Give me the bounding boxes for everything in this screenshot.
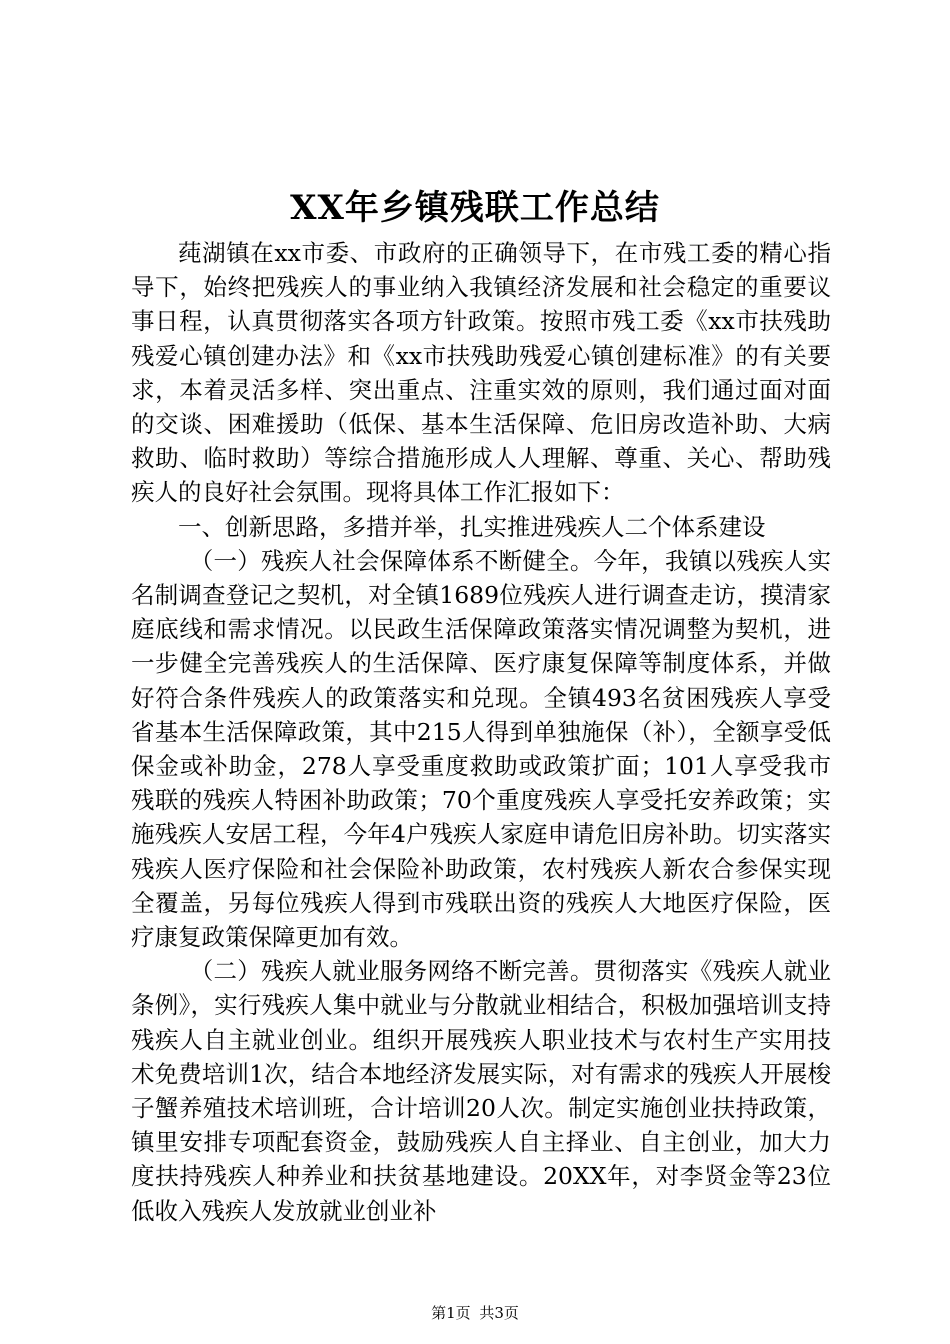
page-footer (0, 1303, 950, 1323)
section-heading-1: 一、创新思路，多措并举，扎实推进残疾人二个体系建设 (178, 512, 766, 541)
subsection-paragraph-1: （一）残疾人社会保障体系不断健全。今年，我镇以残疾人实名制调查登记之契机，对全镇1689位残疾人进行调查走访，摸清家庭底线和需求情况。以民政生活保障政策落实情况调整为契机，进一步健全完善残疾人的生活保障、医疗康复保障等制度体系，并做好符合条件残疾人的政策落实和兑现。全镇493名贫困残疾人享受省基本生活保障政策，其中215人得到单独施保（补），全额享受低保金或补助金，278人享受重度救助或政策扩面；101人享受我市残联的残疾人特困补助政策；70个重度残疾人享受托安养政策；实施残疾人安居工程，今年4户残疾人家庭申请危旧房补助。切实落实残疾人医疗保险和社会保险补助政策，农村残疾人新农合参保实现全覆盖，另每位残疾人得到市残联出资的残疾人大地医疗保险，医疗康复政策保障更加有效。 (131, 546, 831, 952)
page-total: 共3页 (479, 1304, 519, 1322)
document-body (131, 236, 831, 1228)
document-title: XX年乡镇残联工作总结 (290, 188, 660, 228)
subsection-paragraph-2: （二）残疾人就业服务网络不断完善。贯彻落实《残疾人就业条例》，实行残疾人集中就业与分散就业相结合，积极加强培训支持残疾人自主就业创业。组织开展残疾人职业技术与农村生产实用技术免费培训1次，结合本地经济发展实际，对有需求的残疾人开展梭子蟹养殖技术培训班，合计培训20人次。制定实施创业扶持政策，镇里安排专项配套资金，鼓励残疾人自主择业、自主创业，加大力度扶持残疾人种养业和扶贫基地建设。20XX年，对李贤金等23位低收入残疾人发放就业创业补 (131, 957, 831, 1225)
intro-paragraph: 莼湖镇在xx市委、市政府的正确领导下，在市残工委的精心指导下，始终把残疾人的事业纳入我镇经济发展和社会稳定的重要议事日程，认真贯彻落实各项方针政策。按照市残工委《xx市扶残助残爱心镇创建办法》和《xx市扶残助残爱心镇创建标准》的有关要求，本着灵活多样、突出重点、注重实效的原则，我们通过面对面的交谈、困难援助（低保、基本生活保障、危旧房改造补助、大病救助、临时救助）等综合措施形成人人理解、尊重、关心、帮助残疾人的良好社会氛围。现将具体工作汇报如下： (131, 239, 831, 507)
page-number: 第1页 (431, 1304, 471, 1322)
